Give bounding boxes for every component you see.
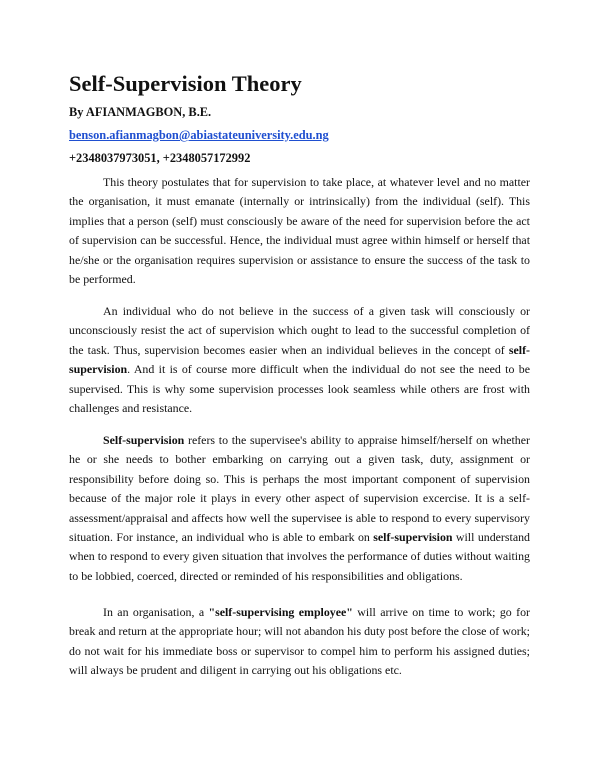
paragraph-4-text-start: In an organisation, a (103, 605, 209, 619)
paragraph-4 (69, 603, 530, 681)
paragraph-4-text-end: will arrive on time to work; go for break and return at the appropriate hour; will not abandon his duty post before the close of work; do not wait for his immediate boss or supervisor to compel him to perform his assigned duties; will always be prudent and diligent in carrying out his obligations etc. (69, 605, 531, 678)
paragraph-2-bold-term: self-supervision (69, 342, 530, 377)
paragraph-2-text-end: . And it is of course more difficult when the individual do not see the need to be supervised. This is why some supervision processes look seamless while others are frost with challenges and resistance. (69, 362, 530, 416)
paragraph-2-text-start: An individual who do not believe in the success of a given task will consciously or unconsciously resist the act of supervision which ought to lead to the successful completion of the task. Thus, supervision becomes easier when an individual believes in the concept of (69, 304, 530, 357)
paragraph-4-bold-term: "self-supervising employee" (208, 605, 353, 619)
author-email-link[interactable]: benson.afianmagbon@abiastateuniversity.edu.ng (69, 128, 329, 142)
paragraph-3-text-end: will understand when to respond to every given situation that involves the performance of duties without waiting to be lobbied, coerced, directed or reminded of his responsibilities and obligations. (69, 530, 530, 583)
author-byline: By AFIANMAGBON, B.E. (69, 105, 212, 119)
paragraph-3 (69, 431, 530, 586)
paragraph-1: This theory postulates that for supervision to take place, at whatever level and no matter the organisation, it must emanate (internally or intrinsically) from the individual (self). This implies that a person (self) must consciously be aware of the need for supervision before the act of supervision can be successful. Hence, the individual must agree within himself or herself that he/she or the organisation requires supervision or assistance to ensure the success of the task to be performed. (69, 175, 530, 287)
paragraph-3-bold-term: self-supervision (373, 530, 453, 545)
author-phone-numbers: +2348037973051, +2348057172992 (69, 151, 251, 165)
paragraph-3-text-middle: refers to the supervisee's ability to appraise himself/herself on whether he or she needs to bother embarking on carrying out a given task, duty, assignment or responsibility before doing so. This is perhaps the most important component of supervision because of the major role it plays in every other aspect of supervision excercise. It is a self-assessment/appraisal and affects how well the supervisee is able to respond to every supervisory situation. For instance, an individual who is able to embark on (69, 433, 530, 545)
document-title: Self-Supervision Theory (69, 71, 302, 96)
paragraph-3-bold-lead: Self-supervision (103, 433, 185, 447)
paragraph-2 (69, 302, 530, 418)
